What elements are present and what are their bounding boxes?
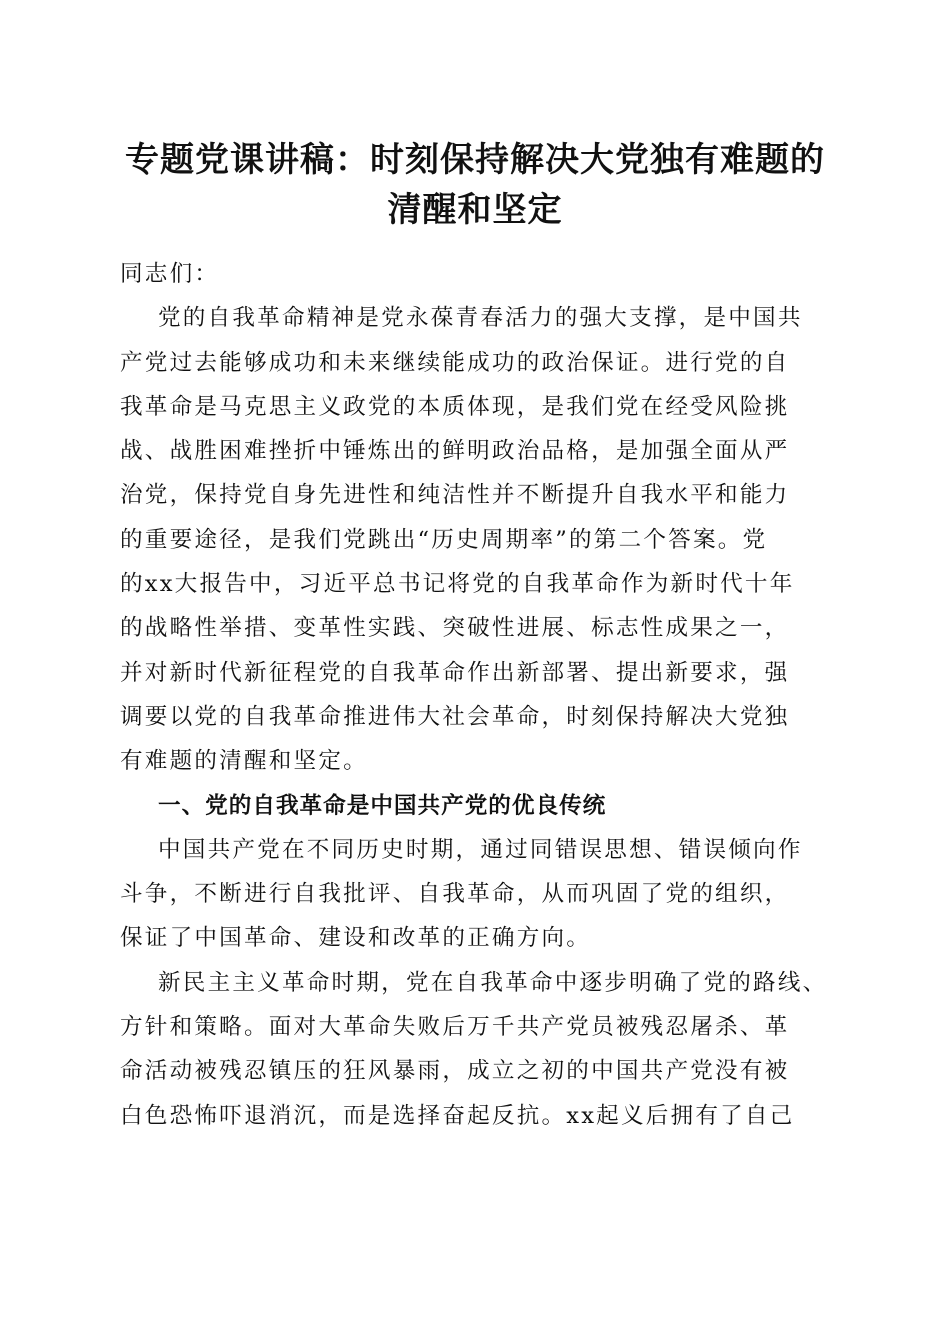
section-heading: 一、党的自我革命是中国共产党的优良传统 (158, 792, 607, 819)
paragraph-line: 方针和策略。面对大革命失败后万千共产党员被残忍屠杀、革 (120, 1014, 790, 1041)
paragraph-line: 中国共产党在不同历史时期，通过同错误思想、错误倾向作 (158, 836, 803, 863)
paragraph-line: 我革命是马克思主义政党的本质体现，是我们党在经受风险挑 (120, 393, 790, 420)
paragraph-line: 调要以党的自我革命推进伟大社会革命，时刻保持解决大党独 (120, 703, 790, 730)
paragraph-line: 斗争，不断进行自我批评、自我革命，从而巩固了党的组织， (120, 881, 790, 908)
paragraph-3 (120, 961, 828, 1138)
paragraph-line: 产党过去能够成功和未来继续能成功的政治保证。进行党的自 (120, 349, 790, 376)
paragraph-line: 有难题的清醒和坚定。 (120, 748, 368, 775)
paragraph-line: 的重要途径，是我们党跳出“历史周期率”的第二个答案。党 (120, 526, 768, 553)
paragraph-line: 并对新时代新征程党的自我革命作出新部署、提出新要求，强 (120, 659, 790, 686)
paragraph-line: 命活动被残忍镇压的狂风暴雨，成立之初的中国共产党没有被 (120, 1058, 790, 1085)
paragraph-line: 党的自我革命精神是党永葆青春活力的强大支撑，是中国共 (158, 305, 803, 332)
paragraph-line: 战、战胜困难挫折中锤炼出的鲜明政治品格，是加强全面从严 (120, 438, 790, 465)
title-line: 清醒和坚定 (387, 190, 563, 230)
paragraph-line: 治党，保持党自身先进性和纯洁性并不断提升自我水平和能力 (120, 482, 790, 509)
paragraph-2 (120, 828, 820, 961)
paragraph-line: 的xx大报告中，习近平总书记将党的自我革命作为新时代十年 (120, 571, 795, 598)
paragraph-line: 的战略性举措、变革性实践、突破性进展、标志性成果之一， (120, 615, 790, 642)
paragraph-line: 白色恐怖吓退消沉，而是选择奋起反抗。xx起义后拥有了自己 (120, 1102, 795, 1129)
paragraph-line: 新民主主义革命时期，党在自我革命中逐步明确了党的路线、 (158, 969, 828, 996)
salutation: 同志们： (120, 261, 220, 287)
title-line: 专题党课讲稿：时刻保持解决大党独有难题的 (125, 140, 825, 180)
paragraph-line: 保证了中国革命、建设和改革的正确方向。 (120, 925, 592, 952)
document-body (120, 252, 828, 1138)
paragraph-1 (120, 296, 820, 783)
document-title (90, 135, 860, 235)
